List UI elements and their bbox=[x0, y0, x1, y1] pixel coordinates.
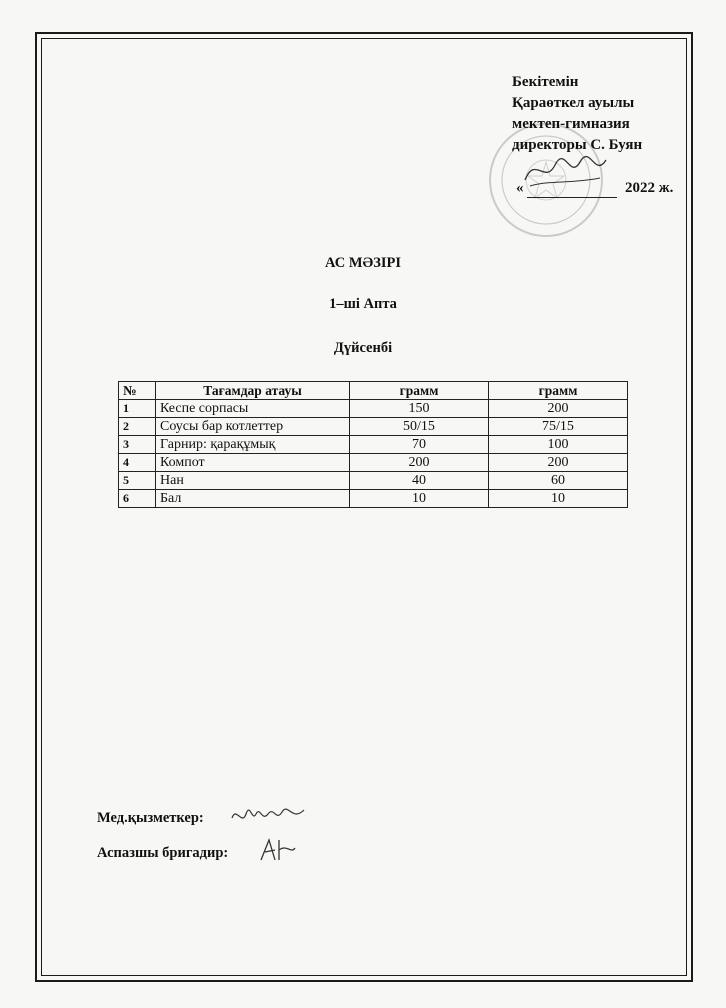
table-row bbox=[119, 490, 628, 508]
chef-signature-icon bbox=[257, 834, 297, 864]
approval-line: Қараөткел ауылы bbox=[512, 95, 635, 111]
gram-1: 40 bbox=[350, 472, 489, 490]
approval-line: мектеп-гимназия bbox=[512, 116, 630, 132]
dish-name: Бал bbox=[156, 490, 350, 508]
table-header-row bbox=[119, 382, 628, 400]
header-dish-name: Тағамдар атауы bbox=[156, 382, 350, 400]
date-open-quote: « bbox=[516, 180, 524, 196]
gram-1: 50/15 bbox=[350, 418, 489, 436]
table-row bbox=[119, 400, 628, 418]
gram-2: 10 bbox=[489, 490, 628, 508]
gram-2: 200 bbox=[489, 454, 628, 472]
approval-block bbox=[512, 72, 642, 156]
gram-2: 200 bbox=[489, 400, 628, 418]
gram-2: 75/15 bbox=[489, 418, 628, 436]
dish-name: Компот bbox=[156, 454, 350, 472]
approval-line: Бекітемін bbox=[512, 74, 579, 90]
gram-1: 10 bbox=[350, 490, 489, 508]
date-year: 2022 ж. bbox=[625, 180, 674, 196]
dish-name: Гарнир: қарақұмық bbox=[156, 436, 350, 454]
approval-line: директоры С. Буян bbox=[512, 137, 643, 153]
table-row bbox=[119, 454, 628, 472]
row-number: 6 bbox=[119, 490, 156, 508]
menu-table bbox=[118, 381, 628, 508]
week-title: 1–ші Апта bbox=[329, 296, 397, 312]
table-row bbox=[119, 436, 628, 454]
row-number: 2 bbox=[119, 418, 156, 436]
table-row bbox=[119, 472, 628, 490]
row-number: 3 bbox=[119, 436, 156, 454]
medical-signature-icon bbox=[228, 800, 308, 830]
medical-worker-label: Мед.қызметкер: bbox=[97, 810, 204, 826]
header-gram-2: грамм bbox=[489, 382, 628, 400]
gram-1: 70 bbox=[350, 436, 489, 454]
dish-name: Кеспе сорпасы bbox=[156, 400, 350, 418]
row-number: 4 bbox=[119, 454, 156, 472]
date-blank bbox=[527, 180, 617, 198]
approval-date bbox=[516, 180, 673, 198]
gram-2: 100 bbox=[489, 436, 628, 454]
table-row bbox=[119, 418, 628, 436]
header-gram-1: грамм bbox=[350, 382, 489, 400]
row-number: 1 bbox=[119, 400, 156, 418]
row-number: 5 bbox=[119, 472, 156, 490]
header-number: № bbox=[119, 382, 156, 400]
gram-2: 60 bbox=[489, 472, 628, 490]
chef-brigadier-label: Аспазшы бригадир: bbox=[97, 845, 229, 861]
day-title: Дүйсенбі bbox=[333, 340, 393, 356]
menu-title: АС МӘЗІРІ bbox=[324, 255, 402, 271]
gram-1: 150 bbox=[350, 400, 489, 418]
gram-1: 200 bbox=[350, 454, 489, 472]
dish-name: Соусы бар котлеттер bbox=[156, 418, 350, 436]
dish-name: Нан bbox=[156, 472, 350, 490]
